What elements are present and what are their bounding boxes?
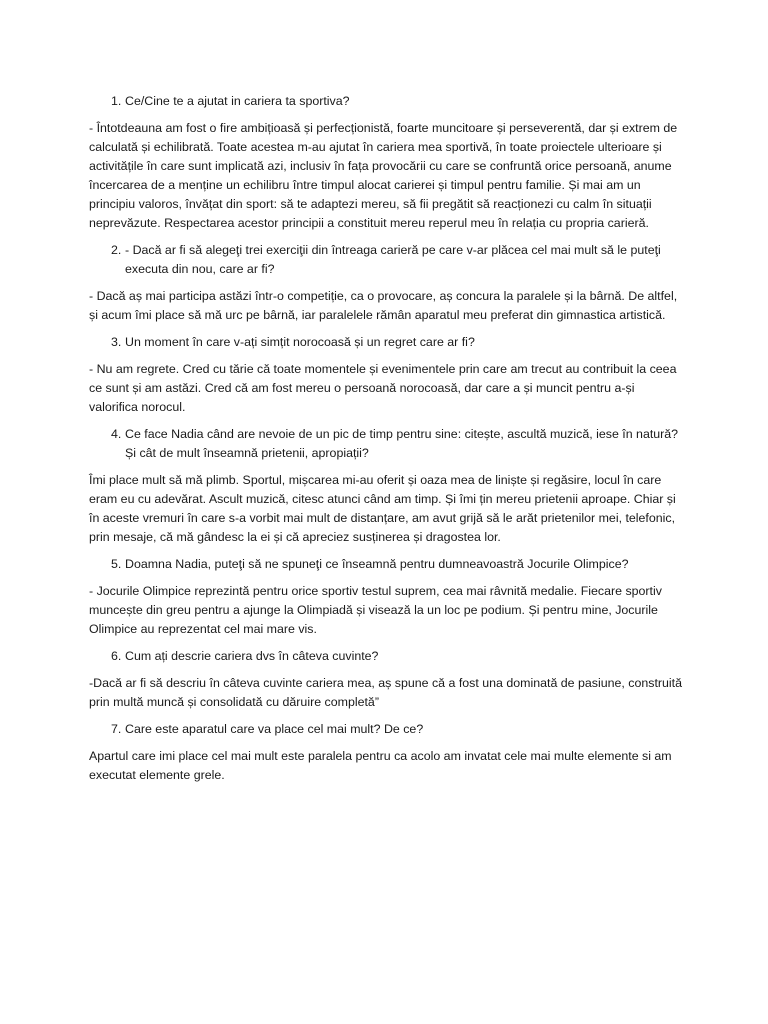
question-number: 3. [111, 335, 122, 349]
answer-5: - Jocurile Olimpice reprezintă pentru orice sportiv testul suprem, cea mai râvnită medalie. Fiecare sportiv muncește din greu pentru a ajunge la Olimpiadă și visează la un loc pe podium. Și pentru mine, Jocurile Olimpice au reprezentat cel mai mare vis. [89, 584, 662, 636]
answer-4: Îmi place mult să mă plimb. Sportul, mișcarea mi-au oferit și oaza mea de liniște și regăsire, locul în care eram eu cu adevărat. Ascult muzică, citesc atunci când am timp. Și îmi țin mereu prietenii aproape. Chiar și în aceste vremuri în care s-a vorbit mai mult de distanțare, am avut grijă să le arăt prietenilor mei, telefonic, prin mesaje, că mă gândesc la ei și că apreciez susținerea și dragostea lor. [89, 473, 676, 544]
question-number: 6. [111, 649, 122, 663]
question-2 [89, 241, 685, 279]
answer-6: -Dacă ar fi să descriu în câteva cuvinte cariera mea, aș spune că a fost una dominată de pasiune, construită prin multă muncă și consolidată cu dăruire completă” [89, 676, 683, 709]
question-1 [89, 92, 685, 111]
question-text: Ce/Cine te a ajutat in cariera ta sportiva? [125, 94, 350, 108]
question-text: Un moment în care v-ați simțit norocoasă și un regret care ar fi? [125, 335, 475, 349]
question-5 [89, 555, 685, 574]
answer-3: - Nu am regrete. Cred cu tărie că toate momentele și evenimentele prin care am trecut au contribuit la ceea ce sunt și am astăzi. Cred că am fost mereu o persoană norocoasă, dar care a și muncit pentru a-și valorifica norocul. [89, 362, 677, 414]
answer-1: - Întotdeauna am fost o fire ambițioasă și perfecționistă, foarte muncitoare și perseverentă, dar și extrem de calculată și echilibrată. Toate acestea m-au ajutat în cariera mea sportivă, în toate proiectele ulterioare și activitățile în care sunt implicată azi, inclusiv în fața provocării cu care se confruntă orice persoană, anume încercarea de a menține un echilibru între timpul alocat carierei și timpul pentru familie. Și mai am un principiu valoros, învățat din sport: să te adaptezi mereu, să fii pregătit să reacționezi cu calm în situații neprevăzute. Respectarea acestor principii a constituit mereu reperul meu în relația cu propria carieră. [89, 121, 678, 230]
question-number: 1. [111, 94, 122, 108]
question-6 [89, 647, 685, 666]
question-text: Doamna Nadia, puteţi să ne spuneţi ce înseamnă pentru dumneavoastră Jocurile Olimpice? [125, 557, 629, 571]
answer-2: - Dacă aș mai participa astăzi într-o competiție, ca o provocare, aș concura la paralele și la bârnă. De altfel, și acum îmi place să mă urc pe bârnă, iar paralelele rămân aparatul meu preferat din gimnastica artistică. [89, 289, 678, 322]
question-number: 5. [111, 557, 122, 571]
answer-7: Apartul care imi place cel mai mult este paralela pentru ca acolo am invatat cele mai multe elemente si am executat elemente grele. [89, 749, 672, 782]
document-page [89, 92, 685, 793]
question-3 [89, 333, 685, 352]
question-text: Ce face Nadia când are nevoie de un pic de timp pentru sine: citește, ascultă muzică, iese în natură? Și cât de mult înseamnă prietenii, apropiații? [125, 427, 679, 460]
question-number: 2. [111, 243, 122, 257]
question-number: 7. [111, 722, 122, 736]
question-text: - Dacă ar fi să alegeţi trei exerciţii din întreaga carieră pe care v-ar plăcea cel mai mult să le puteţi executa din nou, care ar fi? [125, 243, 661, 276]
question-text: Care este aparatul care va place cel mai mult? De ce? [125, 722, 424, 736]
question-4 [89, 425, 685, 463]
question-7 [89, 720, 685, 739]
question-text: Cum ați descrie cariera dvs în câteva cuvinte? [125, 649, 379, 663]
question-number: 4. [111, 427, 122, 441]
